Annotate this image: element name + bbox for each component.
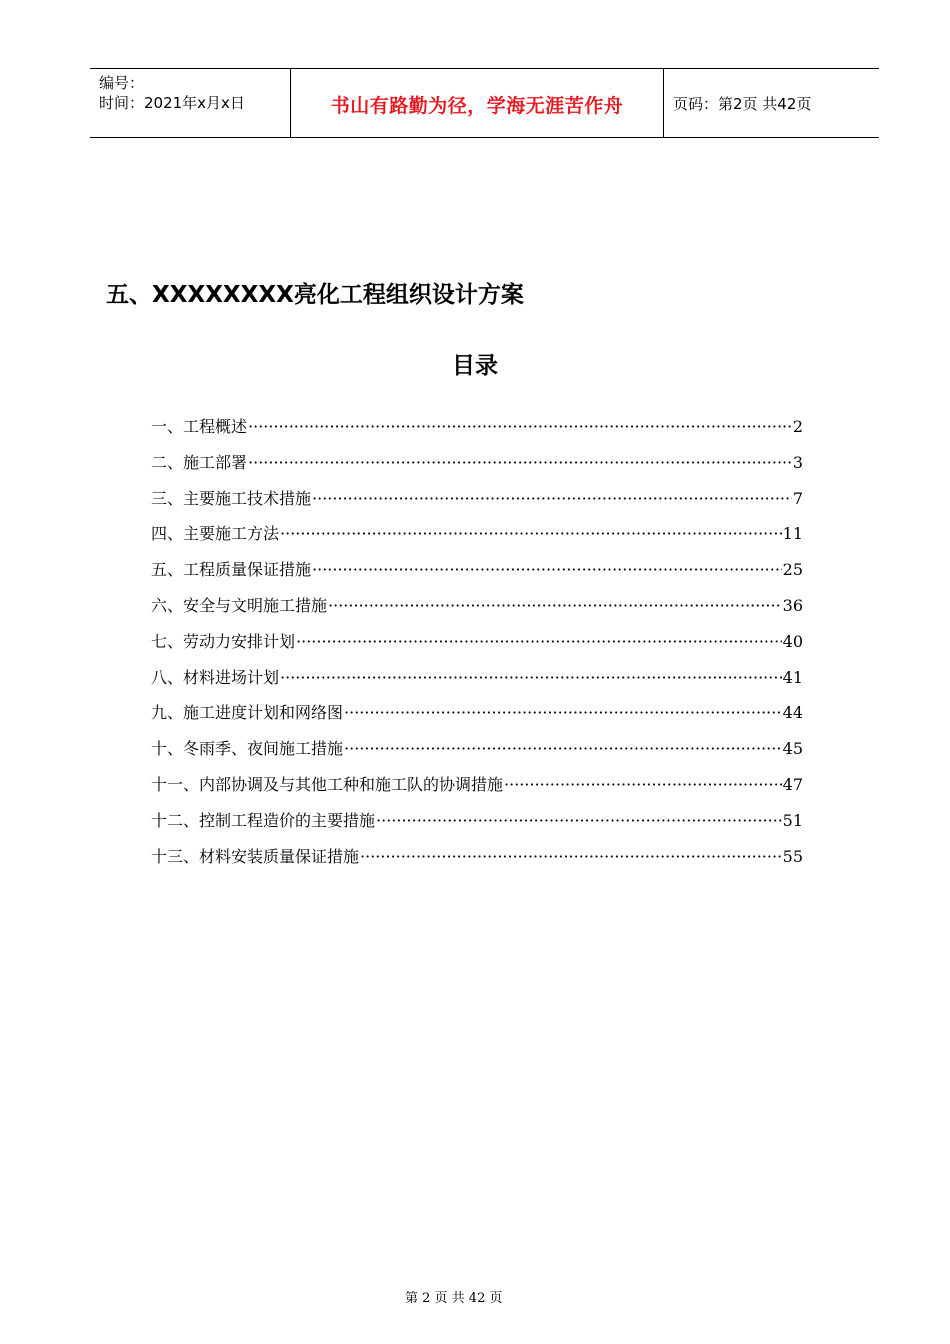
toc-entry-label: 八、材料进场计划	[151, 667, 280, 687]
toc-entry-page: 51	[782, 810, 803, 830]
toc-entry[interactable]	[151, 416, 803, 452]
toc-leader-dots	[504, 774, 782, 796]
toc-entry[interactable]	[151, 702, 803, 738]
page-footer: 第 2 页 共 42 页	[405, 1291, 503, 1306]
page-number-text: 页码：第2页 共42页	[673, 94, 812, 113]
toc-entry-page: 41	[782, 667, 803, 687]
toc-entry[interactable]	[151, 810, 803, 846]
toc-leader-dots	[344, 738, 782, 760]
toc-entry-page: 47	[782, 774, 803, 794]
table-of-contents	[151, 416, 803, 881]
toc-entry-page: 11	[782, 524, 803, 544]
toc-entry-label: 六、安全与文明施工措施	[151, 595, 328, 615]
toc-entry[interactable]	[151, 738, 803, 774]
toc-entry-page: 44	[782, 703, 803, 723]
toc-entry-label: 十、冬雨季、夜间施工措施	[151, 739, 344, 759]
toc-entry[interactable]	[151, 631, 803, 667]
toc-entry[interactable]	[151, 774, 803, 810]
toc-leader-dots	[280, 523, 782, 545]
toc-leader-dots	[376, 810, 782, 832]
toc-entry[interactable]	[151, 488, 803, 524]
toc-entry-page: 55	[782, 846, 803, 866]
toc-entry[interactable]	[151, 846, 803, 882]
toc-entry-page: 25	[782, 560, 803, 580]
motto-text: 书山有路勤为径，学海无涯苦作舟	[330, 94, 624, 117]
toc-leader-dots	[296, 631, 782, 653]
toc-leader-dots	[280, 667, 782, 689]
toc-entry-label: 一、工程概述	[151, 417, 248, 436]
toc-leader-dots	[312, 488, 792, 510]
toc-entry-page: 45	[782, 739, 803, 759]
code-label: 编号：	[99, 74, 145, 92]
toc-entry-page: 3	[792, 452, 803, 472]
toc-entry[interactable]	[151, 452, 803, 488]
toc-leader-dots	[344, 702, 782, 724]
toc-entry-label: 五、工程质量保证措施	[151, 560, 312, 580]
toc-entry[interactable]	[151, 595, 803, 631]
toc-entry-page: 36	[782, 595, 803, 615]
toc-entry-page: 7	[792, 488, 803, 508]
toc-entry[interactable]	[151, 667, 803, 703]
header-motto-cell	[291, 69, 664, 137]
toc-entry[interactable]	[151, 523, 803, 559]
toc-entry-page: 2	[792, 417, 803, 436]
page-header	[90, 68, 879, 138]
toc-heading: 目录	[452, 353, 498, 379]
toc-entry[interactable]	[151, 559, 803, 595]
toc-leader-dots	[312, 559, 782, 581]
toc-entry-label: 九、施工进度计划和网络图	[151, 703, 344, 723]
toc-entry-label: 七、劳动力安排计划	[151, 631, 296, 651]
document-title: 五、XXXXXXXX亮化工程组织设计方案	[106, 282, 524, 308]
toc-entry-label: 四、主要施工方法	[151, 524, 280, 544]
toc-leader-dots	[248, 416, 792, 438]
date-text: 时间：2021年x月x日	[99, 94, 245, 112]
header-meta-cell	[90, 69, 291, 137]
toc-entry-label: 十二、控制工程造价的主要措施	[151, 810, 376, 830]
toc-entry-label: 二、施工部署	[151, 452, 248, 472]
toc-entry-label: 十三、材料安装质量保证措施	[151, 846, 360, 866]
toc-entry-label: 三、主要施工技术措施	[151, 488, 312, 508]
toc-leader-dots	[248, 452, 792, 474]
toc-leader-dots	[360, 846, 782, 868]
header-page-cell	[664, 69, 879, 137]
toc-entry-label: 十一、内部协调及与其他工种和施工队的协调措施	[151, 774, 504, 794]
toc-entry-page: 40	[782, 631, 803, 651]
toc-leader-dots	[328, 595, 782, 617]
